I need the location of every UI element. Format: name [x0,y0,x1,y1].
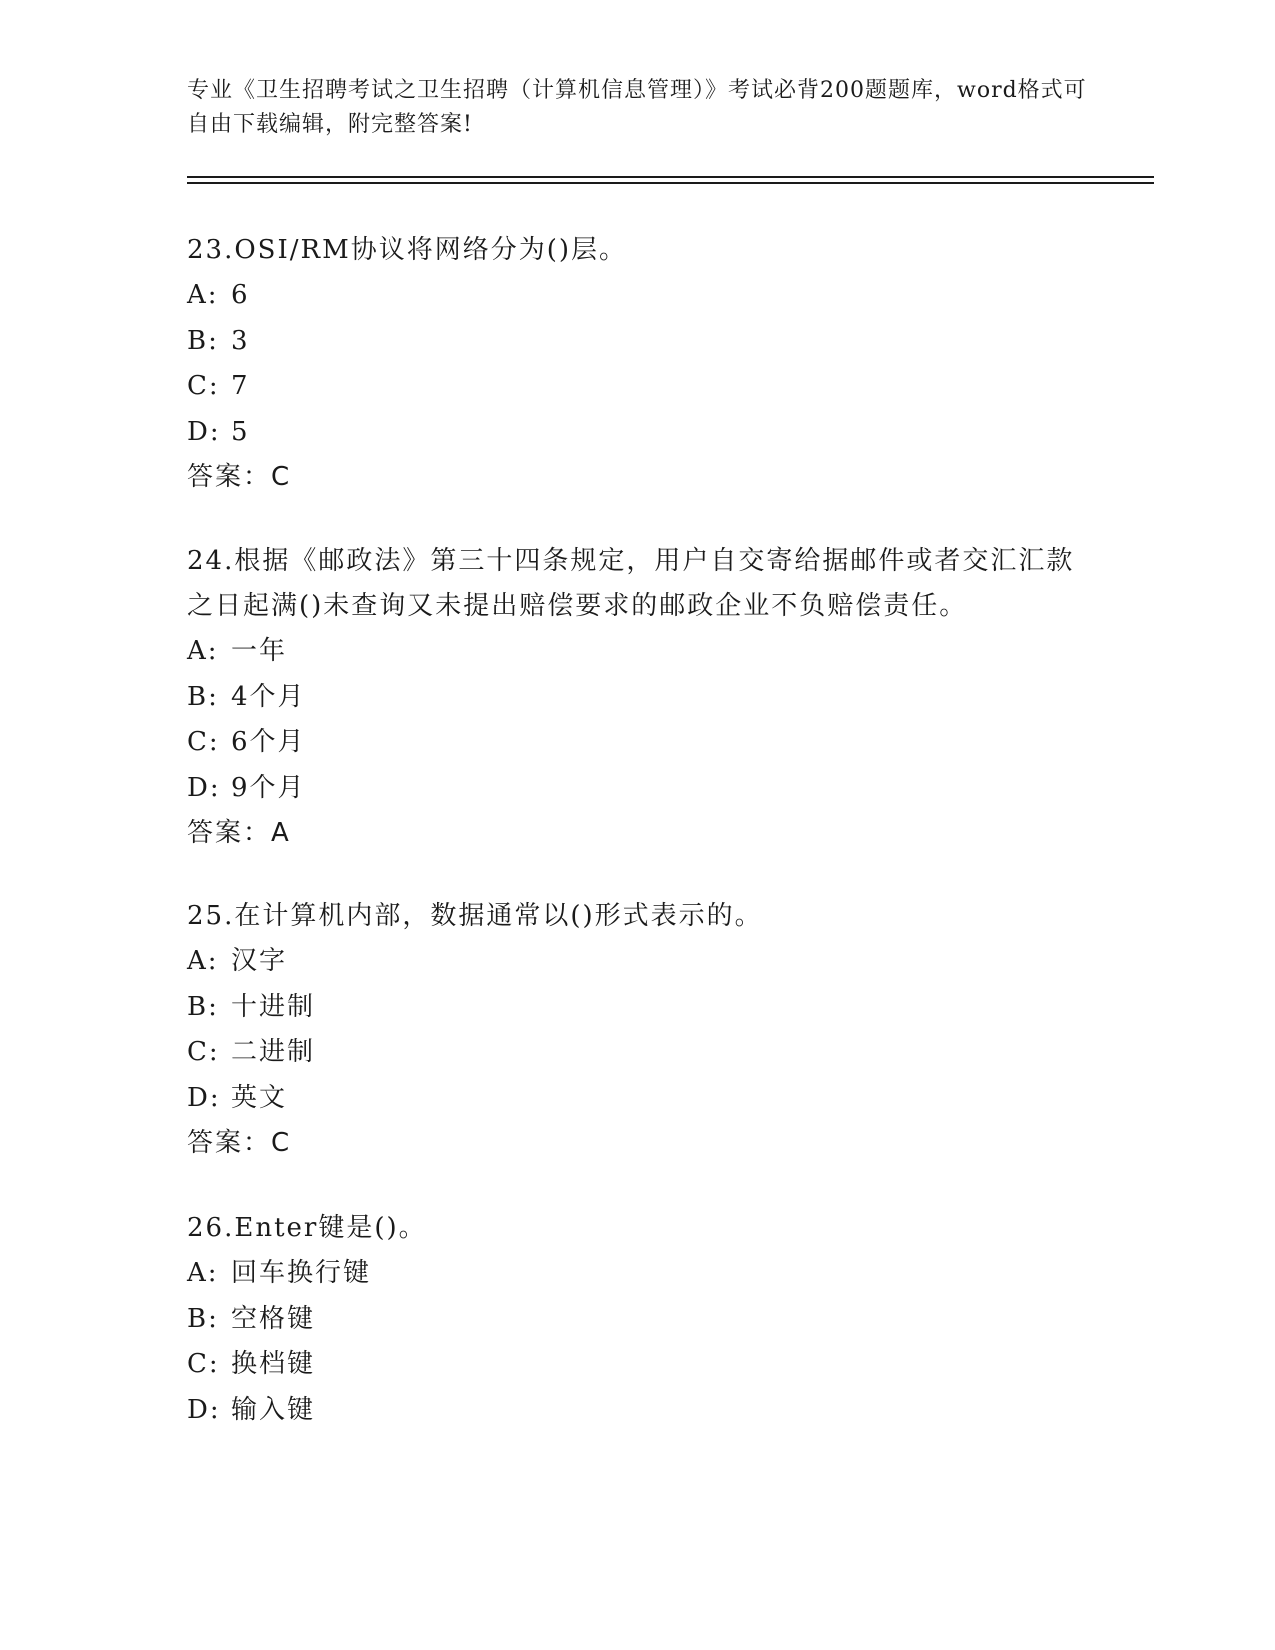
option-text: 汉字 [231,946,288,976]
question-25 [187,894,1087,1166]
option-b [187,319,1087,365]
option-text: 5 [231,416,250,447]
option-text: 英文 [231,1082,288,1113]
option-d [187,1388,1087,1434]
answer-label: 答案：C [187,462,292,492]
option-key: B: [187,325,219,356]
option-text: 7 [231,371,250,401]
header-rule-bottom [187,182,1154,184]
option-key: B: [187,1303,219,1334]
question-stem: 25.在计算机内部，数据通常以()形式表示的。 [187,901,763,931]
answer-label: 答案：A [187,818,291,848]
option-key: D: [187,416,221,447]
option-a [187,1251,1087,1297]
option-text: 二进制 [231,1037,316,1067]
option-key: B: [187,681,219,712]
option-a [187,273,1087,319]
option-text: 十进制 [231,991,316,1022]
option-text: 一年 [231,636,288,666]
header-rule-top [187,176,1154,178]
option-text: 输入键 [231,1394,316,1425]
option-key: C: [187,727,220,757]
option-b [187,675,1087,721]
option-text: 9个月 [231,772,306,803]
option-b [187,1297,1087,1343]
option-key: A: [187,636,219,666]
option-text: 3 [231,325,250,356]
option-text: 空格键 [231,1303,316,1334]
question-26 [187,1206,1087,1433]
option-text: 6 [231,280,250,310]
option-key: D: [187,1394,221,1425]
option-key: A: [187,946,219,976]
option-key: B: [187,991,219,1022]
question-stem: 26.Enter键是()。 [187,1213,427,1243]
question-stem: 24.根据《邮政法》第三十四条规定，用户自交寄给据邮件或者交汇汇款之日起满()未查询又未提出赔偿要求的邮政企业不负赔偿责任。 [187,546,1075,621]
question-24 [187,539,1087,856]
option-text: 回车换行键 [231,1258,372,1288]
option-c [187,1342,1087,1388]
option-key: D: [187,772,221,803]
option-d [187,410,1087,456]
option-c [187,1030,1087,1076]
option-key: A: [187,280,219,310]
option-key: C: [187,1037,220,1067]
question-23 [187,228,1087,500]
option-text: 换档键 [231,1349,316,1379]
document-header: 专业《卫生招聘考试之卫生招聘（计算机信息管理）》考试必背200题题库，word格式可自由下载编辑，附完整答案! [187,78,1087,137]
option-c [187,364,1087,410]
question-stem: 23.OSI/RM协议将网络分为()层。 [187,235,627,265]
option-a [187,939,1087,985]
option-key: A: [187,1258,219,1288]
option-d [187,1076,1087,1122]
option-text: 4个月 [231,681,306,712]
option-key: C: [187,371,220,401]
option-key: D: [187,1082,221,1113]
option-key: C: [187,1349,220,1379]
option-a [187,629,1087,675]
option-c [187,720,1087,766]
answer-label: 答案：C [187,1128,292,1158]
option-text: 6个月 [231,727,306,757]
option-d [187,766,1087,812]
option-b [187,985,1087,1031]
